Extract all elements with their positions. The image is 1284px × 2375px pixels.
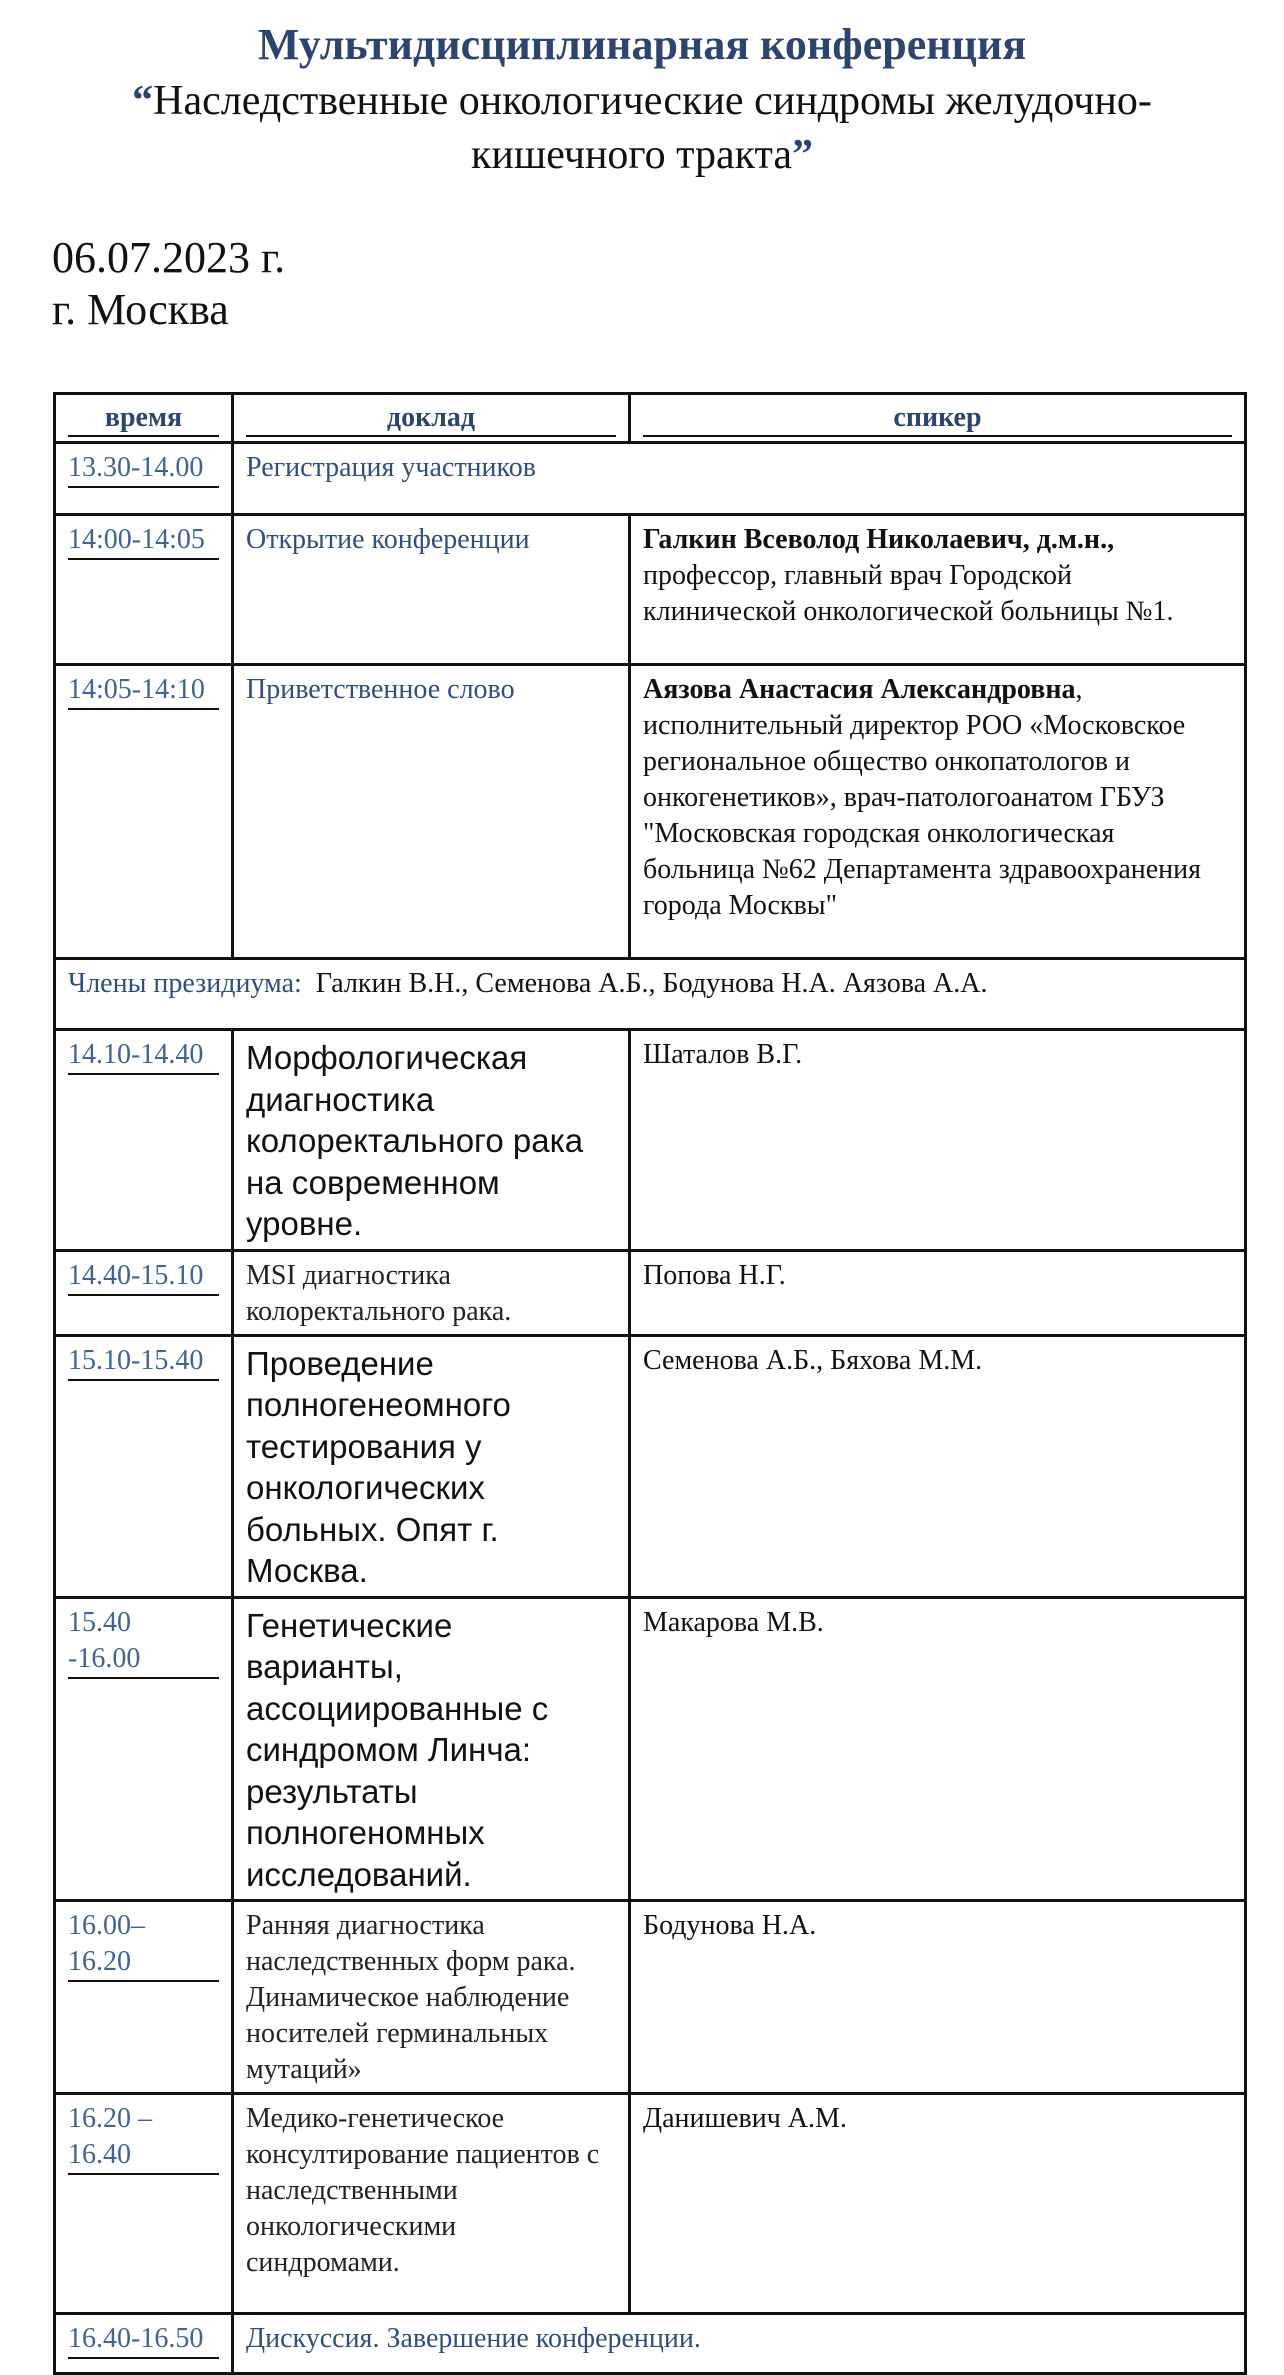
table-row: [55, 2094, 1246, 2314]
time-cell: [55, 1335, 233, 1597]
row-talk: Медико-генетическое консултирование пациентов с наследственными онкологическими синдромами.: [246, 2103, 600, 2278]
presidium-cell: [55, 959, 1246, 1030]
table-row: [55, 1901, 1246, 2094]
speaker-cell: [630, 1901, 1246, 2094]
row-time-end: -16.00: [68, 1642, 141, 1674]
row-talk: Дискуссия. Завершение конференции.: [246, 2323, 701, 2354]
talk-cell: [233, 2094, 630, 2314]
row-time: 16.40-16.50: [68, 2321, 219, 2359]
table-row: [55, 1597, 1246, 1901]
row-time-end: 16.20: [68, 1946, 131, 1977]
time-cell: [55, 2094, 233, 2314]
subtitle-text: Наследственные онкологические синдромы желудочно-кишечного тракта: [153, 78, 1152, 178]
page-header: [0, 16, 1284, 182]
row-time-start: 16.20 –: [68, 2103, 152, 2134]
talk-cell: [233, 1030, 630, 1251]
talk-cell: [233, 1901, 630, 2094]
row-time: 13.30-14.00: [68, 450, 219, 488]
talk-cell: [233, 515, 630, 665]
row-speaker: Данишевич А.М.: [643, 2103, 847, 2134]
talk-cell: [233, 2314, 1246, 2374]
event-city: г. Москва: [52, 285, 229, 334]
time-cell: [55, 665, 233, 959]
presidium: [68, 966, 1232, 1002]
table-row: [55, 2314, 1246, 2374]
speaker-cell: [630, 1030, 1246, 1251]
row-talk: MSI диагностика колоректального рака.: [246, 1259, 512, 1327]
conference-subtitle: [42, 74, 1242, 182]
talk-cell: [233, 1597, 630, 1901]
row-time-end: 16.40: [68, 2139, 131, 2170]
row-speaker: Макарова М.В.: [643, 1606, 824, 1638]
row-time: [68, 1605, 219, 1679]
open-quote: “: [132, 78, 154, 124]
presidium-names: Галкин В.Н., Семенова А.Б., Бодунова Н.А. Аязова А.А.: [315, 968, 988, 999]
speaker-cell: [630, 665, 1246, 959]
row-talk: Проведение полногенеомного тестирования у онкологических больных. Опят г. Москва.: [246, 1344, 511, 1589]
row-speaker: Шаталов В.Г.: [643, 1039, 803, 1070]
row-time: [68, 2101, 219, 2175]
table-row: [55, 665, 1246, 959]
speaker-details: профессор, главный врач Городской клинической онкологической больницы №1.: [643, 560, 1174, 627]
row-time-start: 15.40: [68, 1606, 131, 1638]
table-header-row: [55, 394, 1246, 443]
talk-cell: [233, 1250, 630, 1335]
time-cell: [55, 2314, 233, 2374]
row-talk: Ранняя диагностика наследственных форм рака. Динамическое наблюдение носителей герминальных мутаций»: [246, 1910, 576, 2085]
speaker-cell: [630, 1597, 1246, 1901]
table-row: [55, 515, 1246, 665]
row-time-start: 16.00–: [68, 1910, 145, 1941]
time-cell: [55, 443, 233, 515]
row-speaker: Бодунова Н.А.: [643, 1910, 817, 1941]
time-cell: [55, 1030, 233, 1251]
speaker-cell: [630, 1250, 1246, 1335]
row-time: 14:00-14:05: [68, 522, 219, 560]
row-speaker: [643, 672, 1232, 924]
time-cell: [55, 515, 233, 665]
speaker-cell: [630, 1335, 1246, 1597]
table-row: [55, 1250, 1246, 1335]
presidium-label: Члены президиума:: [68, 968, 302, 999]
row-talk: Морфологическая диагностика колоректального рака на современном уровне.: [246, 1039, 584, 1242]
header-cell-speaker: [630, 394, 1246, 443]
close-quote: ”: [791, 132, 813, 178]
header-time: время: [68, 401, 219, 437]
time-cell: [55, 1597, 233, 1901]
speaker-name: Аязова Анастасия Александровна: [643, 674, 1076, 705]
presidium-row: [55, 959, 1246, 1030]
time-cell: [55, 1901, 233, 2094]
row-talk: Регистрация участников: [246, 452, 536, 483]
talk-cell: [233, 665, 630, 959]
table-row: [55, 1030, 1246, 1251]
row-speaker: Семенова А.Б., Бяхова М.М.: [643, 1344, 983, 1376]
header-talk: доклад: [246, 401, 616, 437]
speaker-cell: [630, 2094, 1246, 2314]
event-date: 06.07.2023 г.: [52, 233, 286, 282]
row-speaker: [643, 522, 1232, 630]
time-cell: [55, 1250, 233, 1335]
table-row: [55, 443, 1246, 515]
row-speaker: Попова Н.Г.: [643, 1259, 786, 1291]
row-time: 14:05-14:10: [68, 672, 219, 710]
event-meta: [52, 232, 285, 336]
row-time: 15.10-15.40: [68, 1343, 219, 1381]
speaker-details: , исполнительный директор РОО «Московское региональное общество онкопатологов и онкогенетиков», врач-патологоанатом ГБУЗ "Московская городская онкологическая больница №62 Департамента здравоохранения города Москвы": [643, 674, 1202, 921]
row-talk: Открытие конференции: [246, 524, 530, 555]
row-time: 14.40-15.10: [68, 1258, 219, 1296]
conference-title: Мультидисциплинарная конференция: [257, 20, 1027, 69]
program-table: [53, 392, 1247, 2375]
row-talk: Генетические варианты, ассоциированные с синдромом Линча: результаты полногеномных исследований.: [246, 1606, 549, 1893]
speaker-name: Галкин Всеволод Николаевич, д.м.н.,: [643, 524, 1115, 555]
header-cell-time: [55, 394, 233, 443]
speaker-cell: [630, 515, 1246, 665]
row-talk: Приветственное слово: [246, 674, 515, 705]
talk-cell: [233, 443, 1246, 515]
row-time: 14.10-14.40: [68, 1037, 219, 1075]
table-row: [55, 1335, 1246, 1597]
header-speaker: спикер: [643, 401, 1232, 437]
row-time: [68, 1908, 219, 1982]
header-cell-talk: [233, 394, 630, 443]
talk-cell: [233, 1335, 630, 1597]
